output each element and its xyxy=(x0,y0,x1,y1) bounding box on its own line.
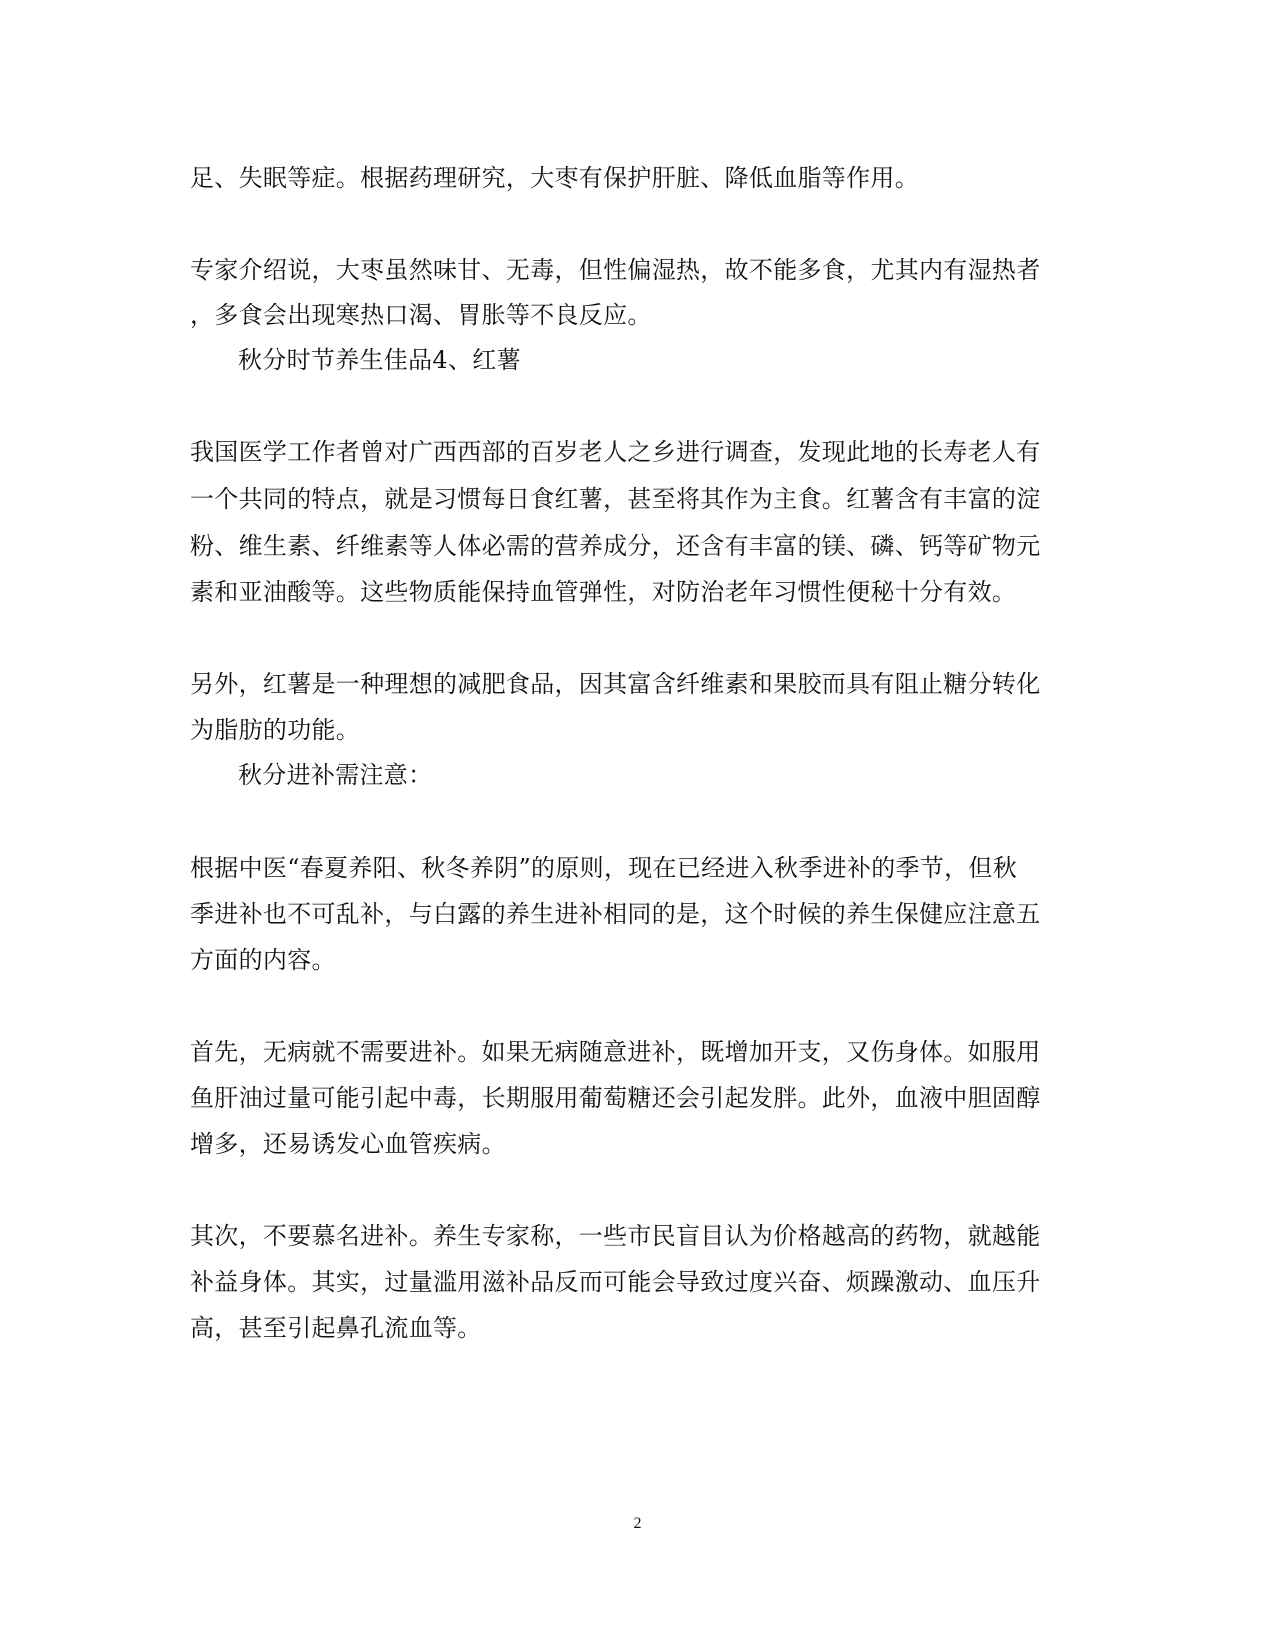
paragraph-line: 其次，不要慕名进补。养生专家称，一些市民盲目认为价格越高的药物，就越能 xyxy=(190,1222,1041,1250)
paragraph-line: 粉、维生素、纤维素等人体必需的营养成分，还含有丰富的镁、磷、钙等矿物元 xyxy=(190,532,1041,560)
page-number: 2 xyxy=(633,1515,642,1532)
section-heading: 秋分时节养生佳品4、红薯 xyxy=(238,346,521,374)
paragraph-line: 首先，无病就不需要进补。如果无病随意进补，既增加开支，又伤身体。如服用 xyxy=(190,1038,1041,1066)
paragraph-line: 为脂肪的功能。 xyxy=(190,716,361,744)
paragraph-line: 季进补也不可乱补，与白露的养生进补相同的是，这个时候的养生保健应注意五 xyxy=(190,900,1041,928)
paragraph-line: 增多，还易诱发心血管疾病。 xyxy=(190,1130,506,1158)
paragraph-line: 鱼肝油过量可能引起中毒，长期服用葡萄糖还会引起发胖。此外，血液中胆固醇 xyxy=(190,1084,1041,1112)
paragraph-line: 方面的内容。 xyxy=(190,946,336,974)
paragraph-line: 高，甚至引起鼻孔流血等。 xyxy=(190,1314,482,1342)
paragraph-line: 根据中医“春夏养阳、秋冬养阴”的原则，现在已经进入秋季进补的季节，但秋 xyxy=(190,854,1018,882)
paragraph-line: 素和亚油酸等。这些物质能保持血管弹性，对防治老年习惯性便秘十分有效。 xyxy=(190,578,1017,606)
paragraph-line: 补益身体。其实，过量滥用滋补品反而可能会导致过度兴奋、烦躁激动、血压升 xyxy=(190,1268,1041,1296)
paragraph-line: 我国医学工作者曾对广西西部的百岁老人之乡进行调查，发现此地的长寿老人有 xyxy=(190,438,1041,466)
section-heading: 秋分进补需注意： xyxy=(238,761,433,789)
paragraph-line: 足、失眠等症。根据药理研究，大枣有保护肝脏、降低血脂等作用。 xyxy=(190,164,919,192)
paragraph-line: 一个共同的特点，就是习惯每日食红薯，甚至将其作为主食。红薯含有丰富的淀 xyxy=(190,485,1041,513)
paragraph-line: ，多食会出现寒热口渴、胃胀等不良反应。 xyxy=(190,301,652,329)
paragraph-line: 另外，红薯是一种理想的减肥食品，因其富含纤维素和果胶而具有阻止糖分转化 xyxy=(190,670,1041,698)
paragraph-line: 专家介绍说，大枣虽然味甘、无毒，但性偏湿热，故不能多食，尤其内有湿热者 xyxy=(190,256,1041,284)
